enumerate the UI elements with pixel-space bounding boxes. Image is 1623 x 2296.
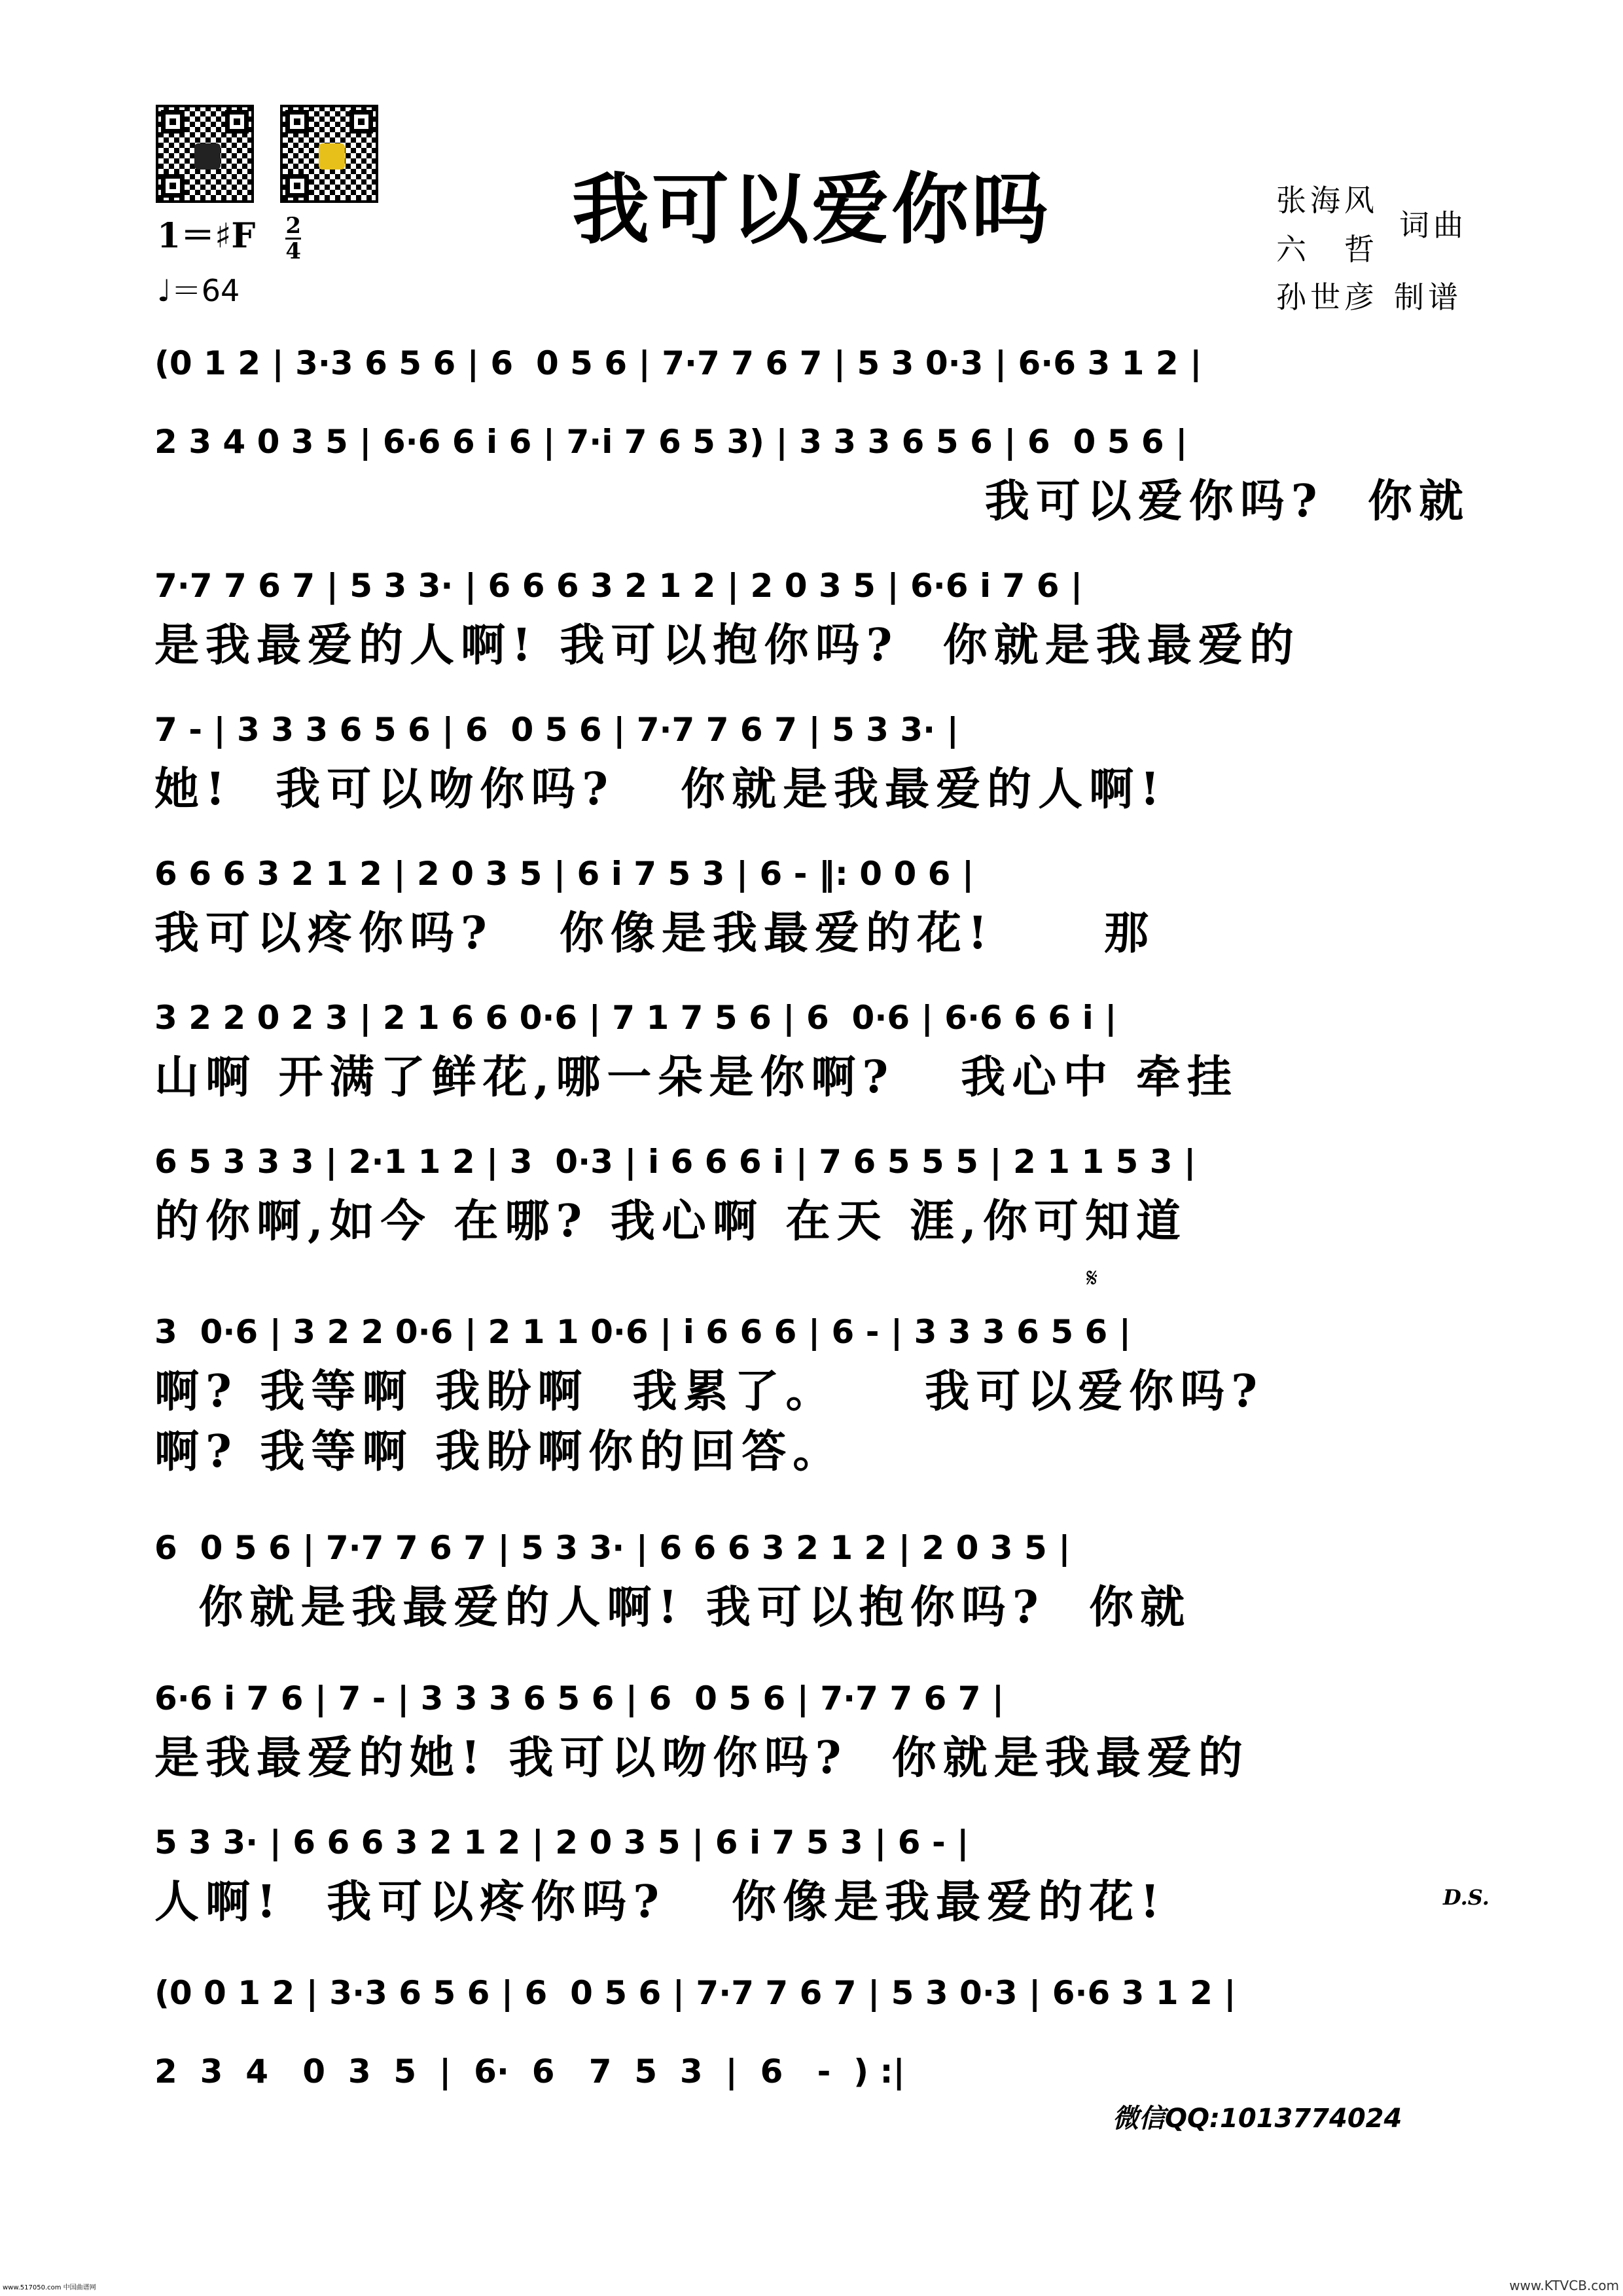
score-system: [154, 1964, 1470, 2022]
footer-site-left: www.517050.com 中国曲谱网: [3, 2284, 96, 2291]
time-sig-bottom: 4: [285, 238, 302, 264]
notes-line: 2 3 4 0 3 5 | 6· 6 7 5 3 | 6 - ) :|: [154, 2053, 905, 2090]
lyrics-line: 你就是我最爱的人啊! 我可以抱你吗? 你就: [154, 1581, 1192, 1634]
lyricist: 张海风: [1276, 183, 1378, 218]
time-signature: [285, 214, 301, 263]
notes-line: 2 3 4 0 3 5 | 6·6 6 i 6 | 7·i 7 6 5 3) | 3 3 3 6 5 6 | 6 0 5 6 |: [154, 423, 1188, 461]
notes-line: 7 - | 3 3 3 6 5 6 | 6 0 5 6 | 7·7 7 6 7 | 5 3 3· |: [154, 711, 959, 749]
score-system: [154, 1669, 1470, 1788]
credit-role: 词曲: [1399, 207, 1467, 243]
footer-site-right: www.KTVCB.com: [1509, 2278, 1619, 2293]
score-system: [154, 334, 1470, 393]
score-system: [154, 988, 1470, 1107]
notes-line: 3 2 2 0 2 3 | 2 1 6 6 0·6 | 7 1 7 5 6 | 6 0·6 | 6·6 6 6 i |: [154, 999, 1117, 1037]
lyrics-line-second-verse: 啊? 我等啊 我盼啊你的回答。: [154, 1426, 844, 1478]
key-signature: [157, 208, 301, 263]
composer: 六 哲: [1276, 232, 1378, 267]
notes-line: 3 0·6 | 3 2 2 0·6 | 2 1 1 0·6 | i 6 6 6 | 6 - | 3 3 3 6 5 6 |: [154, 1313, 1132, 1351]
notes-line: 6·6 i 7 6 | 7 - | 3 3 3 6 5 6 | 6 0 5 6 | 7·7 7 6 7 |: [154, 1679, 1005, 1717]
transcriber-role: 制谱: [1394, 279, 1462, 315]
key-label: 1＝♯F: [157, 216, 256, 256]
score-system: [154, 844, 1470, 963]
notes-line: (0 1 2 | 3·3 6 5 6 | 6 0 5 6 | 7·7 7 6 7 | 5 3 0·3 | 6·6 3 1 2 |: [154, 344, 1202, 382]
score-system: [154, 1302, 1470, 1482]
lyrics-line: 是我最爱的人啊! 我可以抱你吗? 你就是我最爱的: [154, 619, 1300, 672]
score-system: [154, 1132, 1470, 1251]
notes-line: 6 6 6 3 2 1 2 | 2 0 3 5 | 6 i 7 5 3 | 6 - ‖: 0 0 6 |: [154, 855, 974, 893]
lyrics-line: 啊? 我等啊 我盼啊 我累了。 我可以爱你吗?: [154, 1365, 1264, 1418]
notes-line: 5 3 3· | 6 6 6 3 2 1 2 | 2 0 3 5 | 6 i 7 5 3 | 6 - |: [154, 1823, 969, 1861]
segno-mark: 𝄋: [1086, 1263, 1098, 1293]
score-system: [154, 1813, 1470, 1932]
notes-line: (0 0 1 2 | 3·3 6 5 6 | 6 0 5 6 | 7·7 7 6 7 | 5 3 0·3 | 6·6 3 1 2 |: [154, 1974, 1236, 2012]
notes-line: 7·7 7 6 7 | 5 3 3· | 6 6 6 3 2 1 2 | 2 0 3 5 | 6·6 i 7 6 |: [154, 567, 1083, 605]
score-system: [154, 412, 1470, 531]
score-system: [154, 556, 1470, 675]
notes-line: 6 5 3 3 3 | 2·1 1 2 | 3 0·3 | i 6 6 6 i | 7 6 5 5 5 | 2 1 1 5 3 |: [154, 1143, 1196, 1181]
lyrics-line: 我可以疼你吗? 你像是我最爱的花! 那: [154, 907, 1156, 960]
page-title: 我可以爱你吗: [571, 164, 1051, 255]
notes-line: 6 0 5 6 | 7·7 7 6 7 | 5 3 3· | 6 6 6 3 2 1 2 | 2 0 3 5 |: [154, 1529, 1071, 1567]
lyrics-line: 她! 我可以吻你吗? 你就是我最爱的人啊!: [154, 763, 1166, 816]
lyrics-line: 山啊 开满了鲜花,哪一朵是你啊? 我心中 牵挂: [154, 1051, 1238, 1103]
tempo-marking: ♩＝64: [157, 273, 240, 308]
transcriber: 孙世彦: [1276, 279, 1378, 315]
lyrics-line: 的你啊,如今 在哪? 我心啊 在天 涯,你可知道: [154, 1195, 1187, 1247]
score-system: [154, 2042, 1470, 2101]
contact-info: 微信QQ:1013774024: [1113, 2104, 1402, 2134]
time-sig-top: 2: [285, 213, 302, 239]
ds-mark: D.S.: [1443, 1885, 1489, 1910]
score-system: [154, 700, 1470, 819]
lyrics-line: 是我最爱的她! 我可以吻你吗? 你就是我最爱的: [154, 1732, 1249, 1784]
score-system: [154, 1518, 1470, 1638]
lyrics-line: 人啊! 我可以疼你吗? 你像是我最爱的花!: [154, 1876, 1166, 1928]
lyrics-line: 我可以爱你吗? 你就: [984, 475, 1470, 528]
